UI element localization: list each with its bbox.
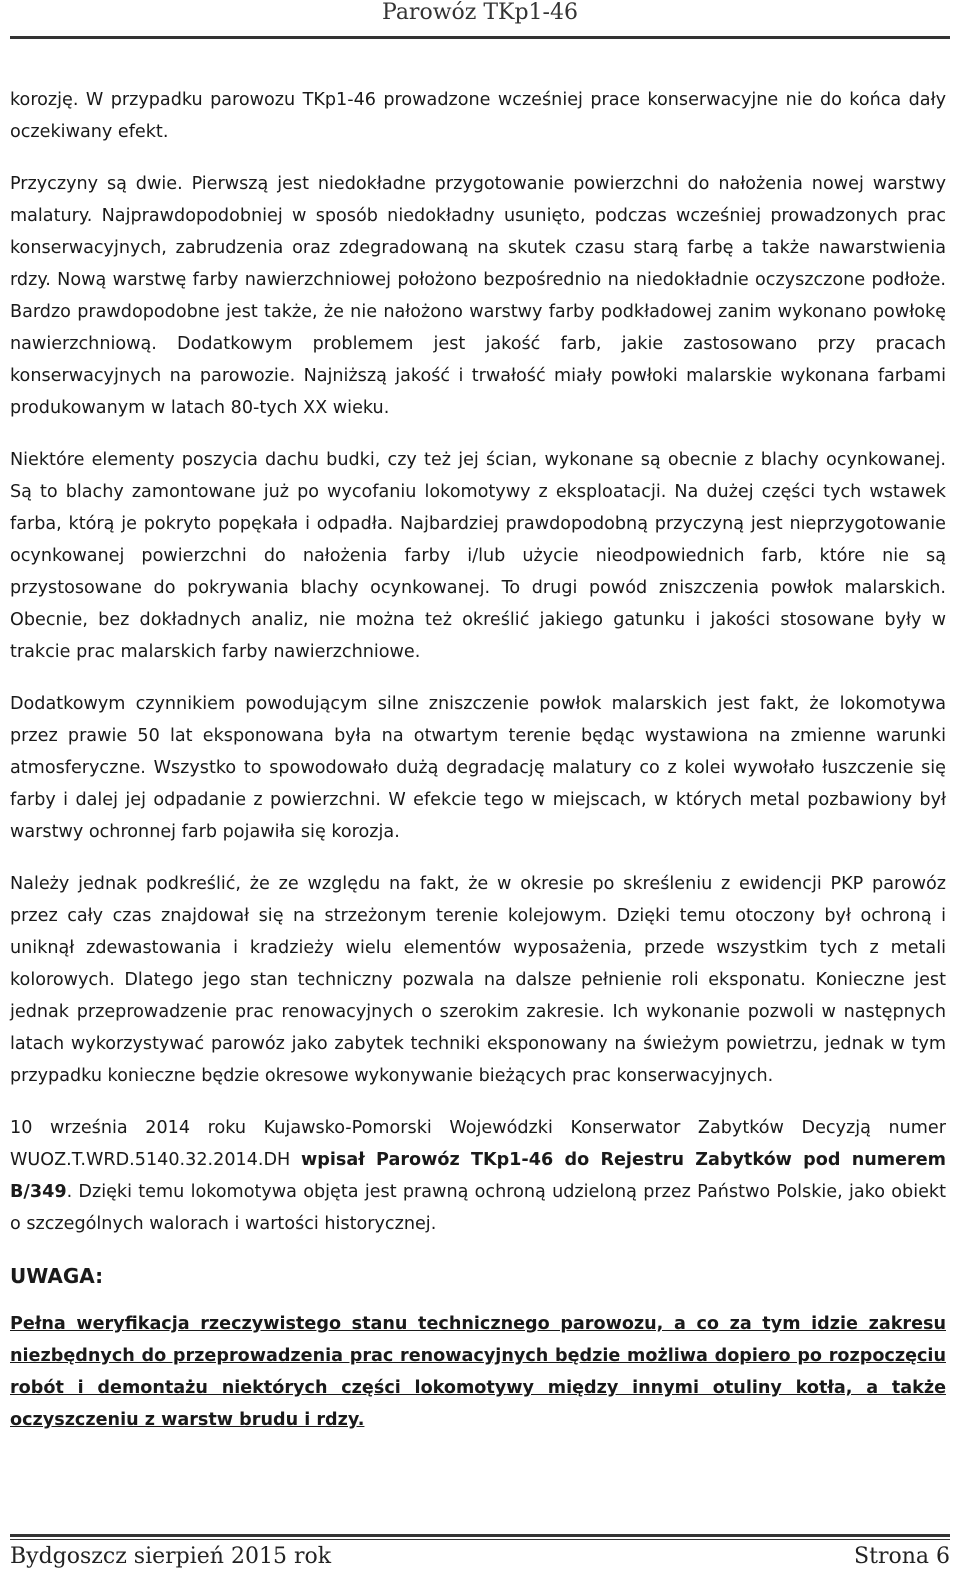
footer-page-number: Strona 6 [854, 1544, 950, 1569]
warning-text: Pełna weryfikacja rzeczywistego stanu technicznego parowozu, a co za tym idzie zakresu niezbędnych do przeprowadzenia prac renowacyjnych będzie możliwa dopiero po rozpoczęciu robót i demontażu niektórych części lokomotywy między innymi otuliny kotła, a także oczyszczeniu z warstw brudu i rdzy. [10, 1314, 946, 1430]
paragraph-3: Niektóre elementy poszycia dachu budki, czy też jej ścian, wykonane są obecnie z blachy ocynkowanej. Są to blachy zamontowane już po wycofaniu lokomotywy z eksploatacji. Na dużej części tych wstawek farba, którą je pokryto popękała i odpadła. Najbardziej prawdopodobną przyczyną jest nieprzygotowanie ocynkowanej powierzchni do nałożenia farby i/lub użycie nieodpowiednich farb, które nie są przystosowane do pokrywania blachy ocynkowanej. To drugi powód zniszczenia powłok malarskich. Obecnie, bez dokładnych analiz, nie można też określić jakiego gatunku i jakości stosowane były w trakcie prac malarskich farby nawierzchniowe. [10, 450, 946, 662]
header-divider [10, 36, 950, 39]
paragraph-2: Przyczyny są dwie. Pierwszą jest niedokładne przygotowanie powierzchni do nałożenia nowej warstwy malatury. Najprawdopodobniej w sposób niedokładny usunięto, podczas wcześniej prowadzonych prac konserwacyjnych, zabrudzenia oraz zdegradowaną na skutek czasu starą farbę a także nawarstwienia rdzy. Nową warstwę farby nawierzchniowej położono bezpośrednio na niedokładnie oczyszczone podłoże. Bardzo prawdopodobne jest także, że nie nałożono warstwy farby podkładowej zanim wykonano powłokę nawierzchniową. Dodatkowym problemem jest jakość farb, jakie zastosowano przy pracach konserwacyjnych na parowozie. Najniższą jakość i trwałość miały powłoki malarskie wykonana farbami produkowanym w latach 80-tych XX wieku. [10, 174, 946, 418]
footer-divider-thin [10, 1539, 950, 1540]
paragraph-6-intro: 10 września 2014 roku Kujawsko-Pomorski Wojewódzki Konserwator Zabytków Decyzją numer WUOZ.T.WRD.5140.32.2014.DH [10, 1118, 946, 1170]
paragraph-4: Dodatkowym czynnikiem powodującym silne zniszczenie powłok malarskich jest fakt, że lokomotywa przez prawie 50 lat eksponowana była na otwartym terenie będąc wystawiona na zmienne warunki atmosferyczne. Wszystko to spowodowało dużą degradację malatury co z kolei wywołało łuszczenie się farby i dalej jej odpadanie z powierzchni. W efekcie tego w miejscach, w których metal pozbawiony był warstwy ochronnej farb pojawiła się korozja. [10, 694, 946, 842]
paragraph-1: korozję. W przypadku parowozu TKp1-46 prowadzone wcześniej prace konserwacyjne nie do końca dały oczekiwany efekt. [10, 90, 946, 142]
paragraph-6-end: . Dzięki temu lokomotywa objęta jest prawną ochroną udzieloną przez Państwo Polskie, jako obiekt o szczególnych walorach i wartości historycznej. [10, 1182, 946, 1234]
footer-location-date: Bydgoszcz sierpień 2015 rok [10, 1544, 332, 1569]
paragraph-6 [10, 1112, 946, 1240]
paragraph-5: Należy jednak podkreślić, że ze względu na fakt, że w okresie po skreśleniu z ewidencji PKP parowóz przez cały czas znajdował się na strzeżonym terenie kolejowym. Dzięki temu otoczony był ochroną i uniknął zdewastowania i kradzieży wielu elementów wyposażenia, przede wszystkim tych z metali kolorowych. Dlatego jego stan techniczny pozwala na dalsze pełnienie roli eksponatu. Konieczne jest jednak przeprowadzenie prac renowacyjnych o szerokim zakresie. Ich wykonanie pozwoli w następnych latach wykorzystywać parowóz jako zabytek techniki eksponowany na świeżym powietrzu, jednak w tym przypadku konieczne będzie okresowe wykonywanie bieżących prac konserwacyjnych. [10, 874, 946, 1086]
warning-heading: UWAGA: [10, 1264, 104, 1288]
page-header-title: Parowóz TKp1-46 [382, 0, 578, 25]
footer-divider [10, 1534, 950, 1537]
document-body [10, 84, 946, 1436]
paragraph-6-bold: wpisał Parowóz TKp1-46 do Rejestru Zabytków pod numerem B/349 [10, 1150, 946, 1202]
